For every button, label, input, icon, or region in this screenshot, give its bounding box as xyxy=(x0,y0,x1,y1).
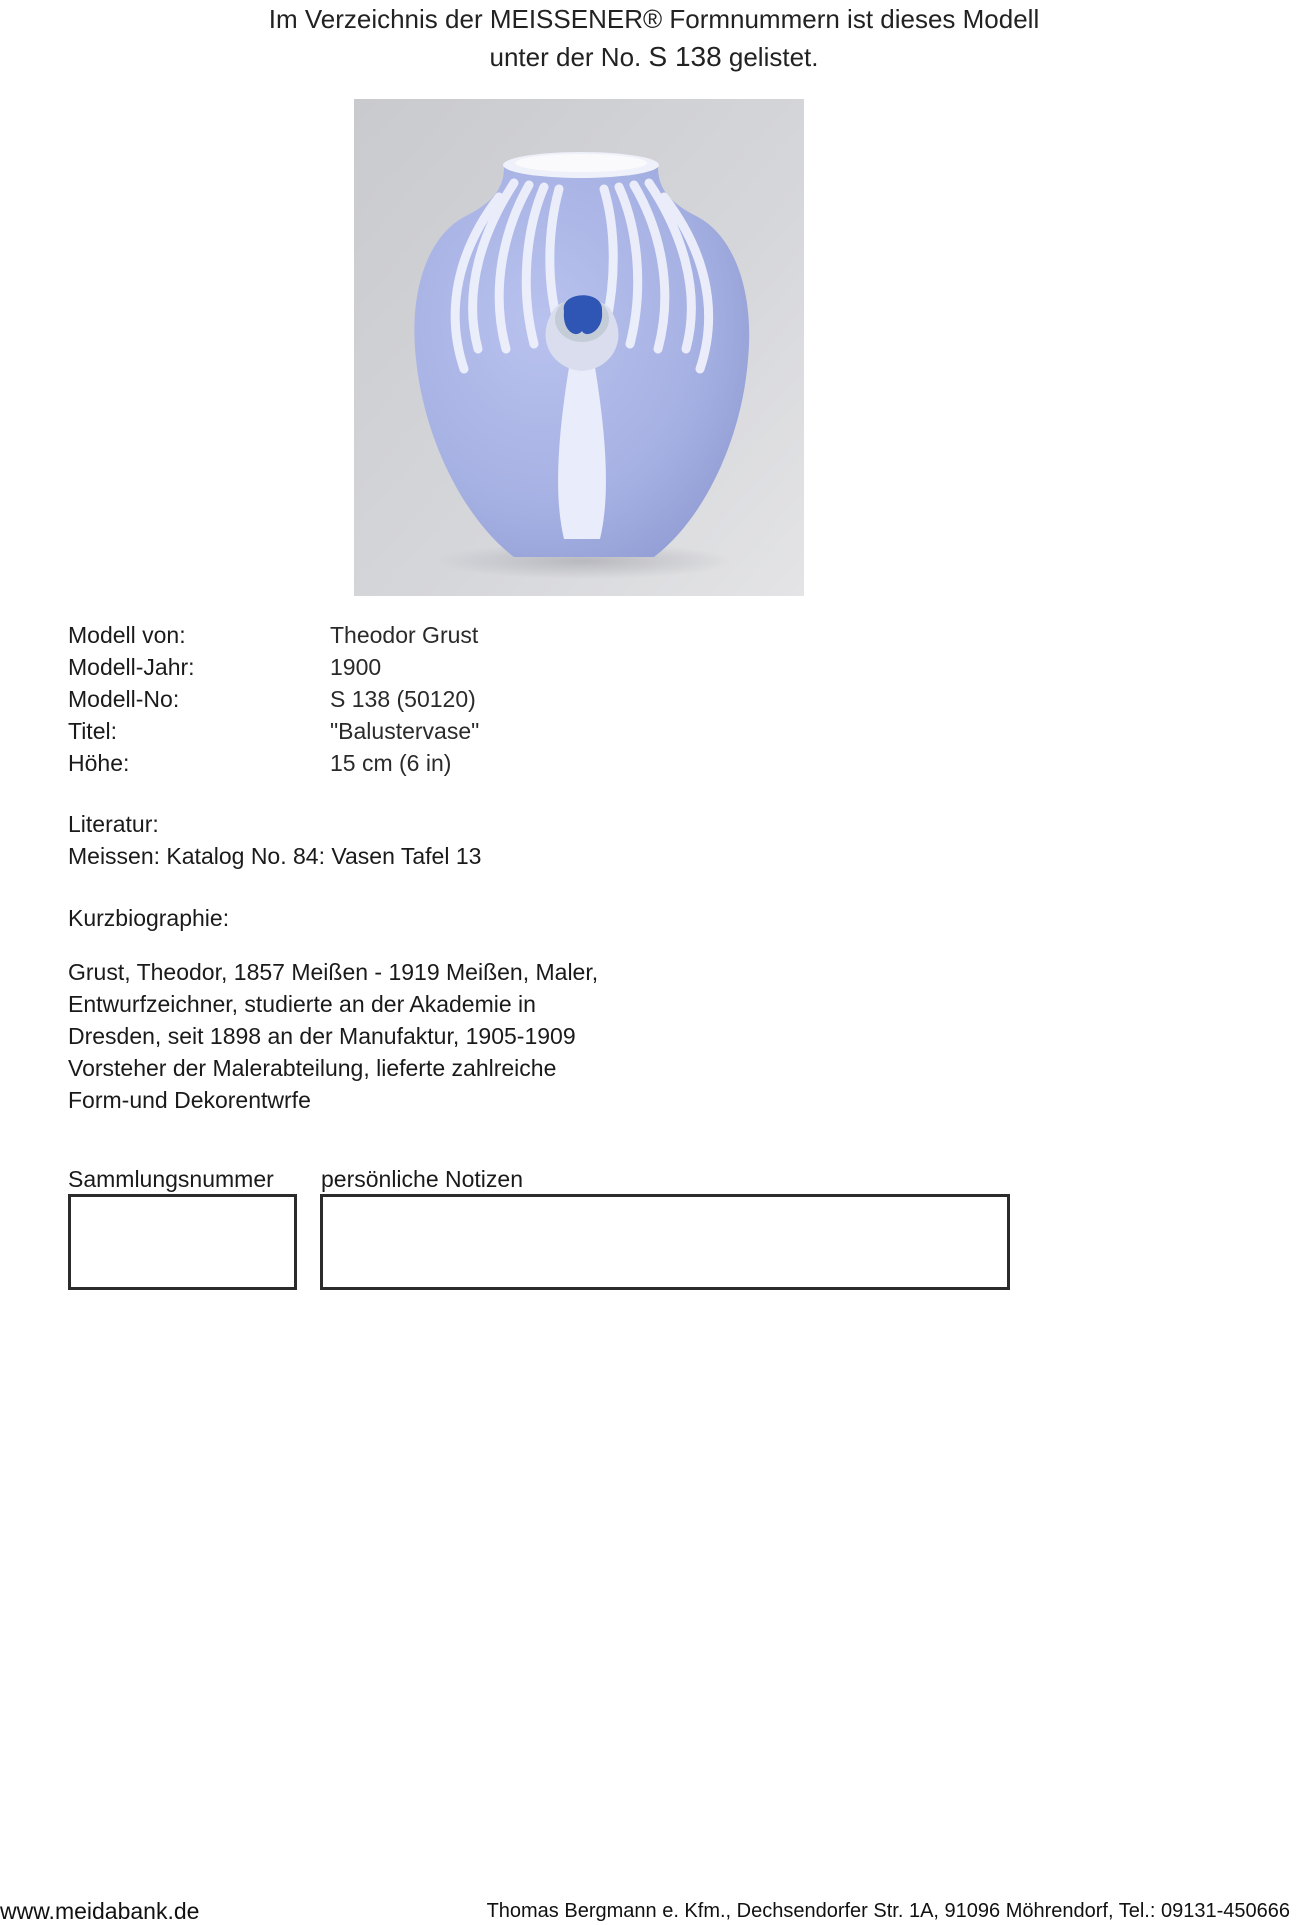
intro-prefix: unter der No. xyxy=(489,42,642,72)
biography-heading: Kurzbiographie: xyxy=(68,905,230,931)
literature-heading: Literatur: xyxy=(68,811,159,837)
footer-address: Thomas Bergmann e. Kfm., Dechsendorfer Str. 1A, 91096 Möhrendorf, Tel.: 09131-450666 xyxy=(486,1900,1290,1922)
fact-row-height xyxy=(68,747,479,779)
fact-row-model-number xyxy=(68,683,479,715)
notes-label: persönliche Notizen xyxy=(321,1166,524,1192)
fact-row-title xyxy=(68,715,479,747)
fact-label: Modell von: xyxy=(68,622,186,648)
intro-text xyxy=(0,0,1296,76)
biography-line: Entwurfzeichner, studierte an der Akademie in xyxy=(68,991,536,1017)
vase-illustration xyxy=(354,99,804,596)
fact-row-year xyxy=(68,651,479,683)
vase-photo xyxy=(354,99,804,596)
fact-value: "Balustervase" xyxy=(330,718,480,744)
biography-text xyxy=(68,956,628,1116)
biography-line: Vorsteher der Malerabteilung, lieferte zahlreiche xyxy=(68,1055,557,1081)
fact-label: Titel: xyxy=(68,718,117,744)
fact-row-designer xyxy=(68,619,479,651)
fact-value: S 138 (50120) xyxy=(330,686,476,712)
collection-number-label: Sammlungsnummer xyxy=(68,1166,274,1192)
collection-number-field[interactable] xyxy=(68,1194,297,1290)
fact-value: 15 cm (6 in) xyxy=(330,750,452,776)
model-facts xyxy=(68,619,479,779)
footer-website[interactable]: www.meidabank.de xyxy=(0,1898,200,1924)
intro-suffix: gelistet. xyxy=(728,42,819,72)
notes-field[interactable] xyxy=(320,1194,1010,1290)
fact-label: Modell-Jahr: xyxy=(68,654,195,680)
fact-value: Theodor Grust xyxy=(330,622,479,648)
intro-line-1: Im Verzeichnis der MEISSENER® Formnummern ist dieses Modell xyxy=(268,4,1040,34)
literature-text: Meissen: Katalog No. 84: Vasen Tafel 13 xyxy=(68,843,482,869)
biography-line: Grust, Theodor, 1857 Meißen - 1919 Meißen, Maler, xyxy=(68,959,599,985)
biography-line: Form-und Dekorentwrfe xyxy=(68,1087,311,1113)
literature-section xyxy=(68,808,481,872)
fact-value: 1900 xyxy=(330,654,382,680)
intro-line-2 xyxy=(0,38,1296,76)
biography-line: Dresden, seit 1898 an der Manufaktur, 1905-1909 xyxy=(68,1023,576,1049)
fact-label: Modell-No: xyxy=(68,686,180,712)
fact-label: Höhe: xyxy=(68,750,130,776)
intro-model-number: S 138 xyxy=(648,41,722,72)
